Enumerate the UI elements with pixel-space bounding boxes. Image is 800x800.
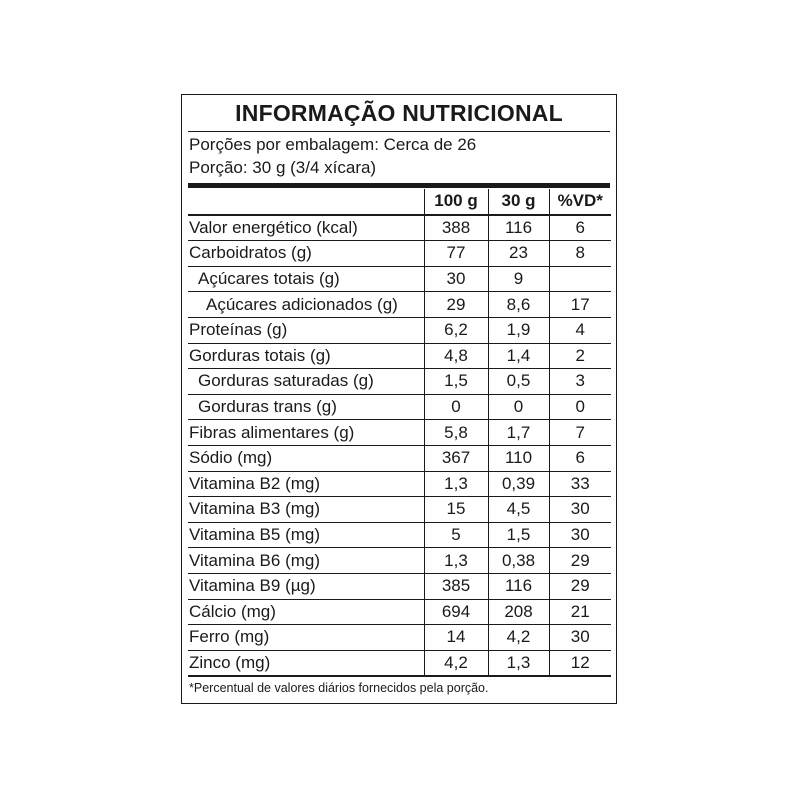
value-100g: 1,5 (424, 369, 488, 395)
table-row (188, 548, 611, 574)
value-vd (549, 266, 611, 292)
nutrient-name: Vitamina B9 (µg) (188, 573, 424, 599)
value-30g: 1,5 (488, 522, 549, 548)
table-row (188, 471, 611, 497)
value-30g: 1,3 (488, 650, 549, 676)
nutrient-name: Cálcio (mg) (188, 599, 424, 625)
nutrition-facts-label (181, 94, 617, 704)
value-vd: 29 (549, 573, 611, 599)
value-vd: 17 (549, 292, 611, 318)
value-vd: 33 (549, 471, 611, 497)
table-header-row (188, 189, 611, 215)
value-100g: 14 (424, 625, 488, 651)
table-row (188, 625, 611, 651)
value-100g: 1,3 (424, 471, 488, 497)
value-30g: 208 (488, 599, 549, 625)
nutrient-name: Fibras alimentares (g) (188, 420, 424, 446)
table-row (188, 420, 611, 446)
value-100g: 385 (424, 573, 488, 599)
label-title: INFORMAÇÃO NUTRICIONAL (235, 100, 563, 126)
value-100g: 5,8 (424, 420, 488, 446)
value-100g: 5 (424, 522, 488, 548)
value-vd: 30 (549, 522, 611, 548)
value-100g: 0 (424, 394, 488, 420)
value-vd: 3 (549, 369, 611, 395)
value-30g: 4,5 (488, 497, 549, 523)
value-vd: 21 (549, 599, 611, 625)
nutrient-name: Gorduras saturadas (g) (188, 369, 424, 395)
table-row (188, 650, 611, 676)
table-row (188, 343, 611, 369)
value-vd: 8 (549, 241, 611, 267)
nutrient-name: Vitamina B3 (mg) (188, 497, 424, 523)
header-30g: 30 g (488, 189, 549, 215)
nutrient-name: Zinco (mg) (188, 650, 424, 676)
header-100g: 100 g (424, 189, 488, 215)
table-row (188, 497, 611, 523)
value-30g: 9 (488, 266, 549, 292)
value-100g: 4,8 (424, 343, 488, 369)
value-30g: 1,4 (488, 343, 549, 369)
table-row (188, 599, 611, 625)
nutrient-name: Ferro (mg) (188, 625, 424, 651)
servings-per-package: Porções por embalagem: Cerca de 26 (189, 135, 477, 154)
divider (188, 131, 610, 132)
value-vd: 6 (549, 215, 611, 241)
value-vd: 2 (549, 343, 611, 369)
nutrient-name: Valor energético (kcal) (188, 215, 424, 241)
table-row (188, 369, 611, 395)
value-100g: 367 (424, 445, 488, 471)
value-vd: 30 (549, 625, 611, 651)
table-row (188, 317, 611, 343)
thick-divider (188, 183, 610, 188)
serving-size: Porção: 30 g (3/4 xícara) (189, 158, 377, 177)
table-row (188, 215, 611, 241)
header-nutrient (188, 189, 424, 215)
value-30g: 116 (488, 573, 549, 599)
value-30g: 1,9 (488, 317, 549, 343)
table-row (188, 292, 611, 318)
nutrient-name: Gorduras trans (g) (188, 394, 424, 420)
footnote: *Percentual de valores diários fornecidos pela porção. (189, 681, 489, 695)
nutrient-name: Açúcares totais (g) (188, 266, 424, 292)
nutrient-name: Vitamina B5 (mg) (188, 522, 424, 548)
table-row (188, 522, 611, 548)
nutrient-name: Vitamina B6 (mg) (188, 548, 424, 574)
nutrition-table (188, 189, 611, 677)
value-vd: 29 (549, 548, 611, 574)
value-vd: 30 (549, 497, 611, 523)
value-30g: 23 (488, 241, 549, 267)
value-30g: 0 (488, 394, 549, 420)
value-30g: 110 (488, 445, 549, 471)
value-vd: 0 (549, 394, 611, 420)
value-30g: 0,39 (488, 471, 549, 497)
value-100g: 388 (424, 215, 488, 241)
table-row (188, 241, 611, 267)
value-100g: 77 (424, 241, 488, 267)
value-vd: 12 (549, 650, 611, 676)
table-row (188, 573, 611, 599)
table-row (188, 445, 611, 471)
value-30g: 8,6 (488, 292, 549, 318)
nutrient-name: Sódio (mg) (188, 445, 424, 471)
value-30g: 116 (488, 215, 549, 241)
table-row (188, 394, 611, 420)
value-30g: 4,2 (488, 625, 549, 651)
value-100g: 30 (424, 266, 488, 292)
value-100g: 6,2 (424, 317, 488, 343)
value-100g: 694 (424, 599, 488, 625)
nutrient-name: Carboidratos (g) (188, 241, 424, 267)
nutrient-name: Açúcares adicionados (g) (188, 292, 424, 318)
value-vd: 7 (549, 420, 611, 446)
nutrient-name: Proteínas (g) (188, 317, 424, 343)
value-30g: 1,7 (488, 420, 549, 446)
value-100g: 29 (424, 292, 488, 318)
value-100g: 15 (424, 497, 488, 523)
header-vd: %VD* (549, 189, 611, 215)
value-100g: 4,2 (424, 650, 488, 676)
table-row (188, 266, 611, 292)
value-vd: 6 (549, 445, 611, 471)
value-30g: 0,38 (488, 548, 549, 574)
value-30g: 0,5 (488, 369, 549, 395)
value-100g: 1,3 (424, 548, 488, 574)
nutrient-name: Gorduras totais (g) (188, 343, 424, 369)
nutrient-name: Vitamina B2 (mg) (188, 471, 424, 497)
value-vd: 4 (549, 317, 611, 343)
